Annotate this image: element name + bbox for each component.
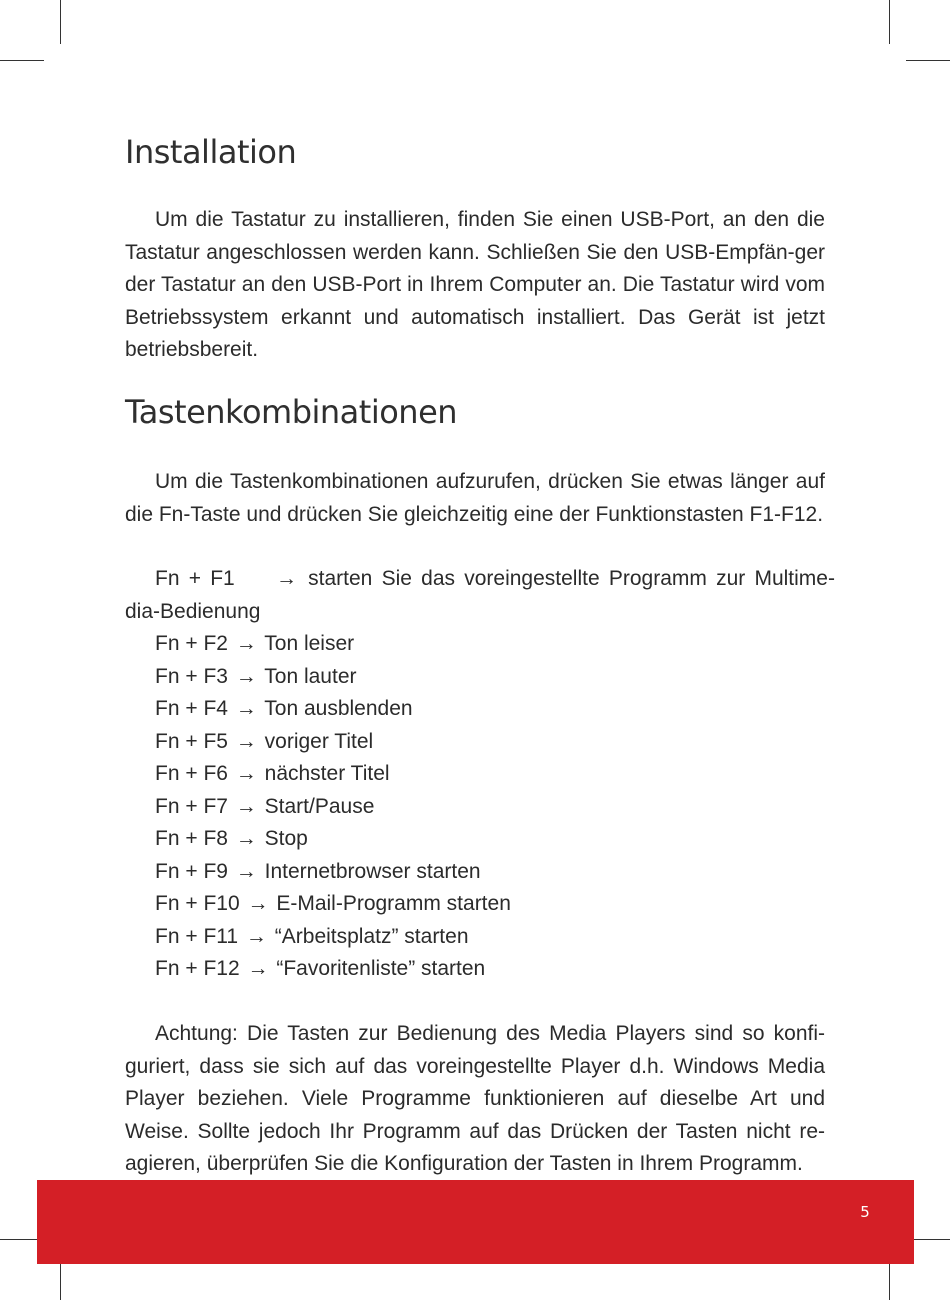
shortcut-action: Internetbrowser starten: [264, 859, 481, 883]
shortcut-action: “Arbeitsplatz” starten: [274, 924, 469, 948]
shortcut-item: [155, 888, 835, 921]
shortcuts-heading: Tastenkombinationen: [125, 393, 458, 431]
shortcut-action: E-Mail-Programm starten: [276, 892, 511, 915]
shortcut-keys: Fn + F3: [155, 664, 228, 688]
shortcut-keys: Fn + F5: [155, 729, 228, 753]
shortcut-keys: Fn + F4: [155, 697, 228, 720]
shortcut-item: [155, 693, 835, 726]
shortcut-action: Ton ausblenden: [264, 697, 413, 720]
crop-mark: [60, 0, 61, 44]
crop-mark: [889, 0, 890, 44]
shortcut-keys: Fn + F1: [155, 567, 235, 590]
installation-paragraph: Um die Tastatur zu installieren, finden Sie einen USB-Port, an den die Tastatur angeschlossen werden kann. Schließen Sie den USB-Empfän-ger der Tastatur an den USB-Port in Ihrem Computer an. Die Tastatur wird vom Betriebssystem erkannt und automatisch installiert. Das Gerät ist jetzt betriebsbereit.: [125, 208, 825, 361]
shortcut-action: starten Sie das voreingestellte Programm zur Multime-dia-Bedienung: [125, 567, 835, 623]
arrow-icon: →: [235, 632, 257, 655]
shortcut-item: [155, 921, 835, 954]
shortcut-item: [155, 823, 835, 856]
shortcut-list: [125, 563, 835, 986]
shortcut-action: “Favoritenliste” starten: [276, 957, 486, 980]
arrow-icon: →: [275, 567, 297, 590]
shortcut-item: [155, 856, 835, 889]
shortcut-item: [155, 628, 835, 661]
installation-heading: Installation: [125, 133, 297, 171]
shortcut-item: [155, 661, 835, 694]
shortcut-action: nächster Titel: [264, 762, 390, 785]
shortcut-keys: Fn + F8: [155, 827, 228, 850]
arrow-icon: →: [235, 859, 257, 883]
shortcut-item: [125, 563, 835, 628]
arrow-icon: →: [235, 827, 257, 850]
shortcut-item: [155, 953, 835, 986]
shortcut-action: Ton lauter: [264, 664, 357, 688]
arrow-icon: →: [247, 892, 269, 915]
note-paragraph: Achtung: Die Tasten zur Bedienung des Media Players sind so konfi-guriert, dass sie sich auf das voreingestellte Player d.h. Windows Media Player beziehen. Viele Programme funktionieren auf dieselbe Art und Weise. Sollte jedoch Ihr Programm auf das Drücken der Tasten nicht re-agieren, überprüfen Sie die Konfiguration der Tasten in Ihrem Programm.: [125, 1022, 825, 1175]
arrow-icon: →: [235, 729, 257, 753]
arrow-icon: →: [235, 664, 257, 688]
shortcut-action: Start/Pause: [264, 794, 375, 818]
shortcut-item: [155, 758, 835, 791]
arrow-icon: →: [245, 924, 267, 948]
shortcut-keys: Fn + F10: [155, 892, 240, 915]
shortcut-item: [155, 726, 835, 759]
shortcut-keys: Fn + F11: [155, 924, 239, 948]
arrow-icon: →: [235, 794, 257, 818]
shortcut-keys: Fn + F2: [155, 632, 228, 655]
arrow-icon: →: [235, 697, 257, 720]
shortcuts-intro-paragraph: Um die Tastenkombinationen aufzurufen, drücken Sie etwas länger auf die Fn-Taste und drücken Sie gleichzeitig eine der Funktionstasten F1-F12.: [125, 470, 825, 526]
shortcut-action: voriger Titel: [264, 729, 374, 753]
shortcut-action: Ton leiser: [264, 632, 355, 655]
page-number: 5: [860, 1203, 870, 1221]
crop-mark: [0, 60, 44, 61]
shortcut-keys: Fn + F12: [155, 957, 240, 980]
arrow-icon: →: [247, 957, 269, 980]
crop-mark: [906, 60, 950, 61]
footer-band: [37, 1180, 914, 1264]
shortcut-keys: Fn + F9: [155, 859, 228, 883]
shortcut-action: Stop: [264, 827, 308, 850]
shortcut-keys: Fn + F7: [155, 794, 228, 818]
arrow-icon: →: [235, 762, 257, 785]
shortcut-item: [155, 791, 835, 824]
shortcut-keys: Fn + F6: [155, 762, 228, 785]
